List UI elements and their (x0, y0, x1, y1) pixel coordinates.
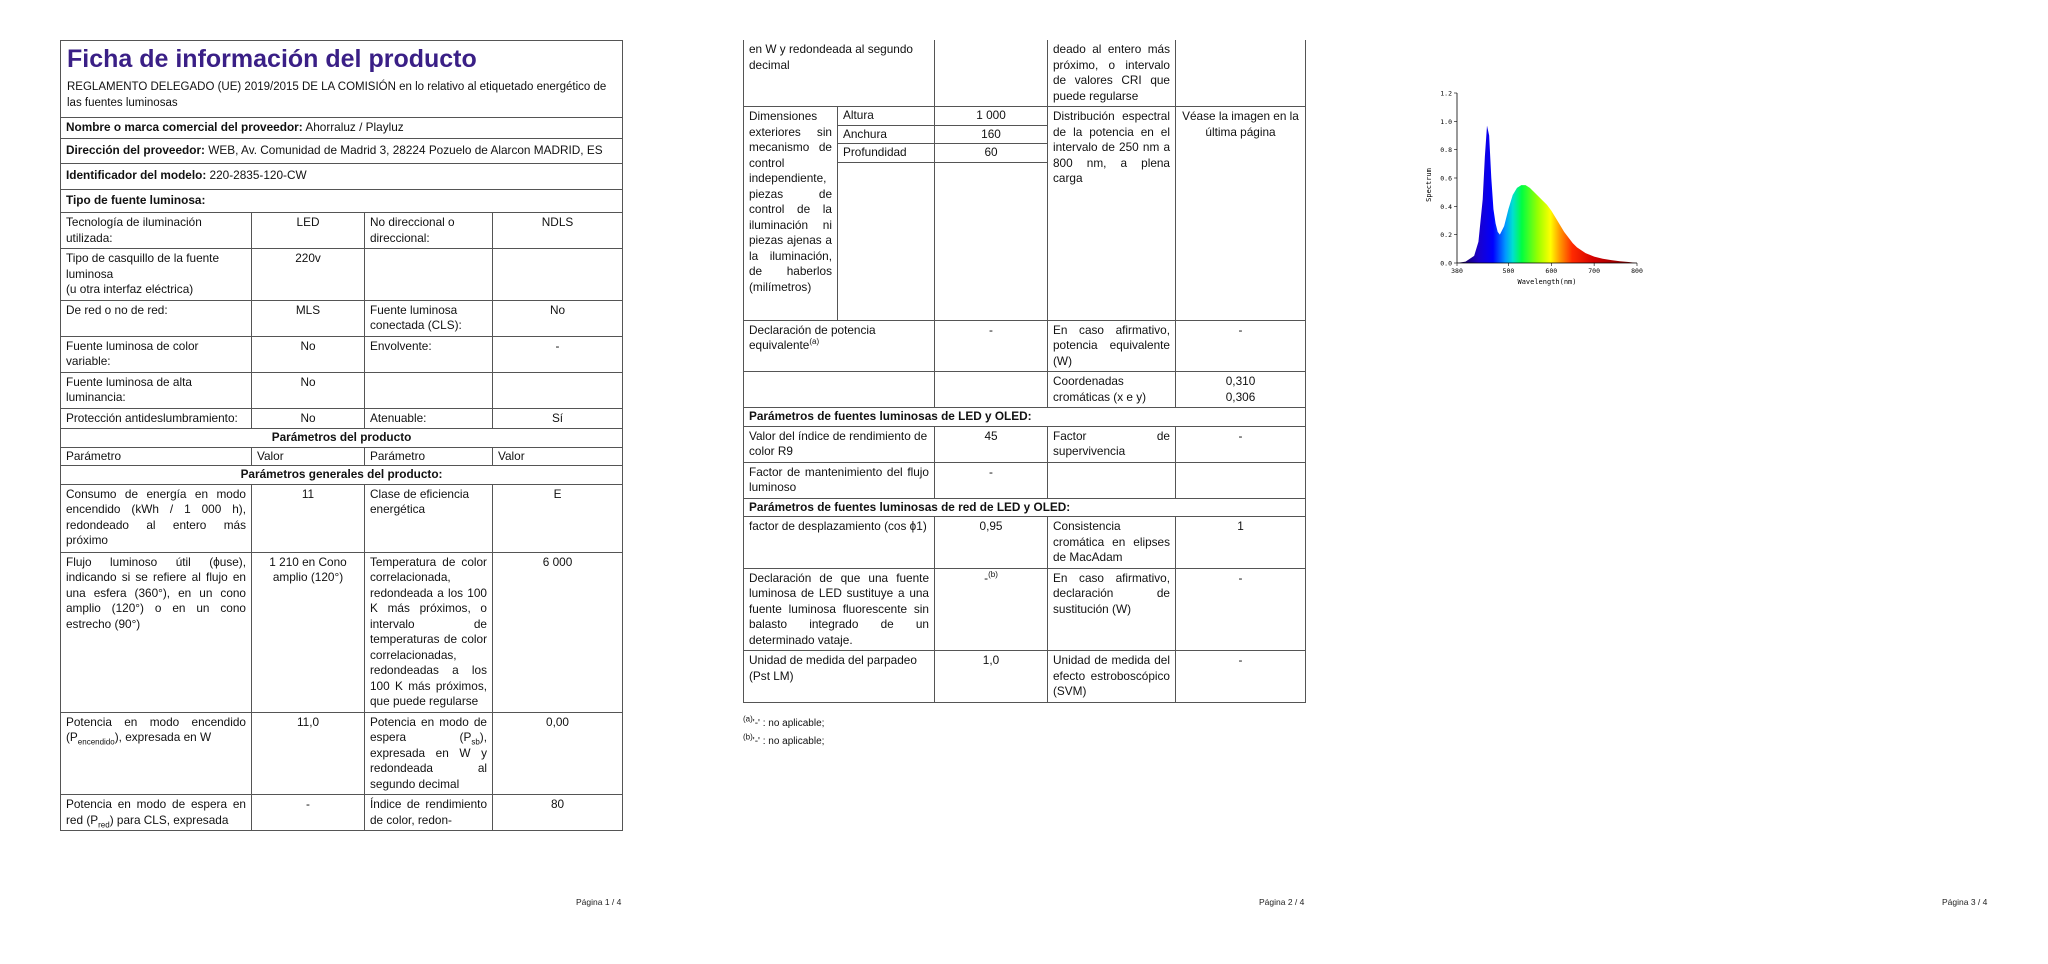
mains-label: De red o no de red: (61, 300, 252, 336)
empty-cell (935, 162, 1048, 320)
empty-cell (744, 372, 935, 408)
technology-value: LED (252, 213, 365, 249)
page-1 (0, 0, 683, 964)
footnote-a: $^{(a)}$'-' : no aplicable; (743, 714, 825, 729)
depth-label: Profundidad (838, 144, 935, 163)
standby-power-label: Potencia en modo de espera $(P_{sb})$, expresada en W y redondeada al segundo decimal (365, 712, 493, 795)
width-value: 160 (935, 125, 1048, 144)
lumen-maintenance-value: - (935, 462, 1048, 498)
empty-cell (1048, 462, 1176, 498)
page-3 (1366, 0, 2048, 964)
directional-label: No direccional o direccional: (365, 213, 493, 249)
colour-consistency-value: 1 (1176, 517, 1306, 569)
replacement-claim-value: -$^{(b)}$ (935, 568, 1048, 651)
luminous-flux-value: 1 210 en Cono amplio (120°) (252, 552, 365, 712)
address-value: WEB, Av. Comunidad de Madrid 3, 28224 Pozuelo de Alarcon MADRID, ES (208, 142, 603, 157)
page-2 (683, 0, 1366, 964)
column-header-value: Valor (493, 447, 623, 466)
x-tick-label: 380 (1451, 267, 1463, 275)
envelope-label: Envolvente: (365, 336, 493, 372)
x-axis-label: Wavelength(nm) (1517, 278, 1577, 286)
spectral-distribution-value: Véase la imagen en la última página (1176, 107, 1306, 321)
on-mode-power-label: Potencia en modo encendido $(P_{encendido})$, expresada en W (61, 712, 252, 795)
efficiency-class-label: Clase de eficiencia energética (365, 484, 493, 552)
displacement-factor-label: factor de desplazamiento (cos ϕ1) (744, 517, 935, 569)
y-tick-label: 0.8 (1440, 146, 1452, 155)
networked-standby-label: Potencia en modo de espera en red $(P_{red})$ para CLS, expresada (61, 795, 252, 831)
regulation-text: REGLAMENTO DELEGADO (UE) 2019/2015 DE LA COMISIÓN en lo relativo al etiquetado energético de las fuentes luminosas (67, 81, 607, 109)
y-tick-label: 0.4 (1440, 202, 1452, 211)
flicker-value: 1,0 (935, 651, 1048, 703)
y-tick-label: 0.2 (1440, 231, 1452, 240)
product-parameters-header: Parámetros del producto (61, 429, 623, 448)
dimmable-label: Atenuable: (365, 408, 493, 429)
y-tick-label: 0.0 (1440, 259, 1452, 268)
x-tick-label: 500 (1502, 267, 1515, 275)
continued-right-label: deado al entero más próximo, o intervalo de valores CRI que puede regularse (1048, 40, 1176, 107)
high-luminance-label: Fuente luminosa de alta luminancia: (61, 372, 252, 408)
x-tick-label: 600 (1545, 267, 1558, 275)
luminous-flux-label: Flujo luminoso útil (ϕuse), indicando si se refiere al flujo en una esfera (360°), en un cono amplio (120°) o en un cono estrecho (90°) (61, 552, 252, 712)
technology-label: Tecnología de iluminación utilizada: (61, 213, 252, 249)
displacement-factor-value: 0,95 (935, 517, 1048, 569)
equivalent-power-claim-value: - (1176, 320, 1306, 372)
general-parameters-header: Parámetros generales del producto: (61, 466, 623, 485)
page-number: Página 3 / 4 (1942, 897, 1988, 907)
replacement-claim-label: Declaración de que una fuente luminosa de LED sustituye a una fuente luminosa fluorescente sin balasto integrado de un determinado vataje. (744, 568, 935, 651)
directional-value: NDLS (493, 213, 623, 249)
empty-cell (1176, 40, 1306, 107)
empty-cell (838, 162, 935, 320)
anti-glare-label: Protección antideslumbramiento: (61, 408, 252, 429)
width-label: Anchura (838, 125, 935, 144)
mains-value: MLS (252, 300, 365, 336)
depth-value: 60 (935, 144, 1048, 163)
flicker-label: Unidad de medida del parpadeo (Pst LM) (744, 651, 935, 703)
cct-label: Temperatura de color correlacionada, redondeada a los 100 K más próximos, o intervalo de temperaturas de color correlacionadas, redondeadas a los 100 K más próximos, que puede regularse (365, 552, 493, 712)
chromaticity-label: Coordenadas cromáticas (x e y) (1048, 372, 1176, 408)
consumption-label: Consumo de energía en modo encendido (kWh / 1 000 h), redondeado al entero más próximo (61, 484, 252, 552)
document-title: Ficha de información del producto (67, 45, 477, 73)
color-tunable-value: No (252, 336, 365, 372)
height-value: 1 000 (935, 107, 1048, 126)
cap-type-value: 220v (252, 249, 365, 301)
page-number: Página 1 / 4 (576, 897, 622, 907)
empty-cell (935, 372, 1048, 408)
cct-value: 6 000 (493, 552, 623, 712)
cls-value: No (493, 300, 623, 336)
model-label: Identificador del modelo: (66, 168, 207, 182)
cap-type-label-note: (u otra interfaz eléctrica) (66, 282, 194, 296)
height-label: Altura (838, 107, 935, 126)
light-source-type-label: Tipo de fuente luminosa: (61, 189, 623, 213)
empty-cell (935, 40, 1048, 107)
equivalent-power-claim-label: En caso afirmativo, potencia equivalente (W) (1048, 320, 1176, 372)
r9-label: Valor del índice de rendimiento de color R9 (744, 426, 935, 462)
spectrum-area (1457, 126, 1637, 263)
networked-standby-value: - (252, 795, 365, 831)
page-number: Página 2 / 4 (1259, 897, 1305, 907)
cap-type-label: Tipo de casquillo de la fuente luminosa (66, 251, 220, 281)
consumption-value: 11 (252, 484, 365, 552)
colour-consistency-label: Consistencia cromática en elipses de MacAdam (1048, 517, 1176, 569)
spectrum-chart (1423, 85, 1673, 290)
empty-cell (493, 249, 623, 301)
y-tick-label: 0.6 (1440, 174, 1452, 183)
empty-cell (365, 249, 493, 301)
r9-value: 45 (935, 426, 1048, 462)
product-info-table-page-2 (743, 40, 1306, 703)
x-tick-label: 700 (1588, 267, 1601, 275)
y-tick-label: 1.2 (1440, 89, 1452, 98)
led-parameters-header: Parámetros de fuentes luminosas de LED y OLED: (744, 408, 1306, 427)
anti-glare-value: No (252, 408, 365, 429)
empty-cell (493, 372, 623, 408)
y-axis-label: Spectrum (1425, 168, 1433, 202)
chromaticity-x: 0,310 (1225, 374, 1256, 388)
supplier-label: Nombre o marca comercial del proveedor: (66, 120, 303, 134)
cls-label: Fuente luminosa conectada (CLS): (365, 300, 493, 336)
equivalent-power-value: - (935, 320, 1048, 372)
replacement-wattage-label: En caso afirmativo, declaración de sustitución (W) (1048, 568, 1176, 651)
survival-factor-value: - (1176, 426, 1306, 462)
column-header-parameter: Parámetro (61, 447, 252, 466)
address-label: Dirección del proveedor: (66, 142, 205, 157)
empty-cell (365, 372, 493, 408)
chromaticity-y: 0,306 (1225, 389, 1256, 404)
efficiency-class-value: E (493, 484, 623, 552)
spectral-distribution-label: Distribución espectral de la potencia en el intervalo de 250 nm a 800 nm, a plena carga (1048, 107, 1176, 321)
dimmable-value: Sí (493, 408, 623, 429)
empty-cell (1176, 462, 1306, 498)
model-value: 220-2835-120-CW (209, 168, 307, 182)
supplier-value: Ahorraluz / Playluz (305, 120, 404, 134)
y-tick-label: 1.0 (1440, 117, 1452, 126)
lumen-maintenance-label: Factor de mantenimiento del flujo luminoso (744, 462, 935, 498)
footnote-b: $^{(b)}$'-' : no aplicable; (743, 732, 825, 747)
stroboscopic-value: - (1176, 651, 1306, 703)
column-header-value: Valor (252, 447, 365, 466)
product-info-table-page-1 (60, 40, 623, 831)
plot-area (1440, 90, 1643, 276)
replacement-wattage-value: - (1176, 568, 1306, 651)
high-luminance-value: No (252, 372, 365, 408)
column-header-parameter: Parámetro (365, 447, 493, 466)
mains-led-parameters-header: Parámetros de fuentes luminosas de red de LED y OLED: (744, 498, 1306, 517)
standby-power-value: 0,00 (493, 712, 623, 795)
dimensions-label: Dimensiones exteriores sin mecanismo de control independiente, piezas de control de la iluminación ni piezas ajenas a la iluminación, de haberlos (milímetros) (744, 107, 838, 321)
continued-left-label: en W y redondeada al segundo decimal (744, 40, 935, 107)
stroboscopic-label: Unidad de medida del efecto estroboscópico (SVM) (1048, 651, 1176, 703)
color-tunable-label: Fuente luminosa de color variable: (61, 336, 252, 372)
x-tick-label: 800 (1631, 267, 1643, 275)
on-mode-power-value: 11,0 (252, 712, 365, 795)
survival-factor-label: Factor de supervivencia (1048, 426, 1176, 462)
envelope-value: - (493, 336, 623, 372)
equivalent-power-label: Declaración de potencia equivalente$^{(a)}$ (744, 320, 935, 372)
cri-value: 80 (493, 795, 623, 831)
cri-label: Índice de rendimiento de color, redon- (365, 795, 493, 831)
